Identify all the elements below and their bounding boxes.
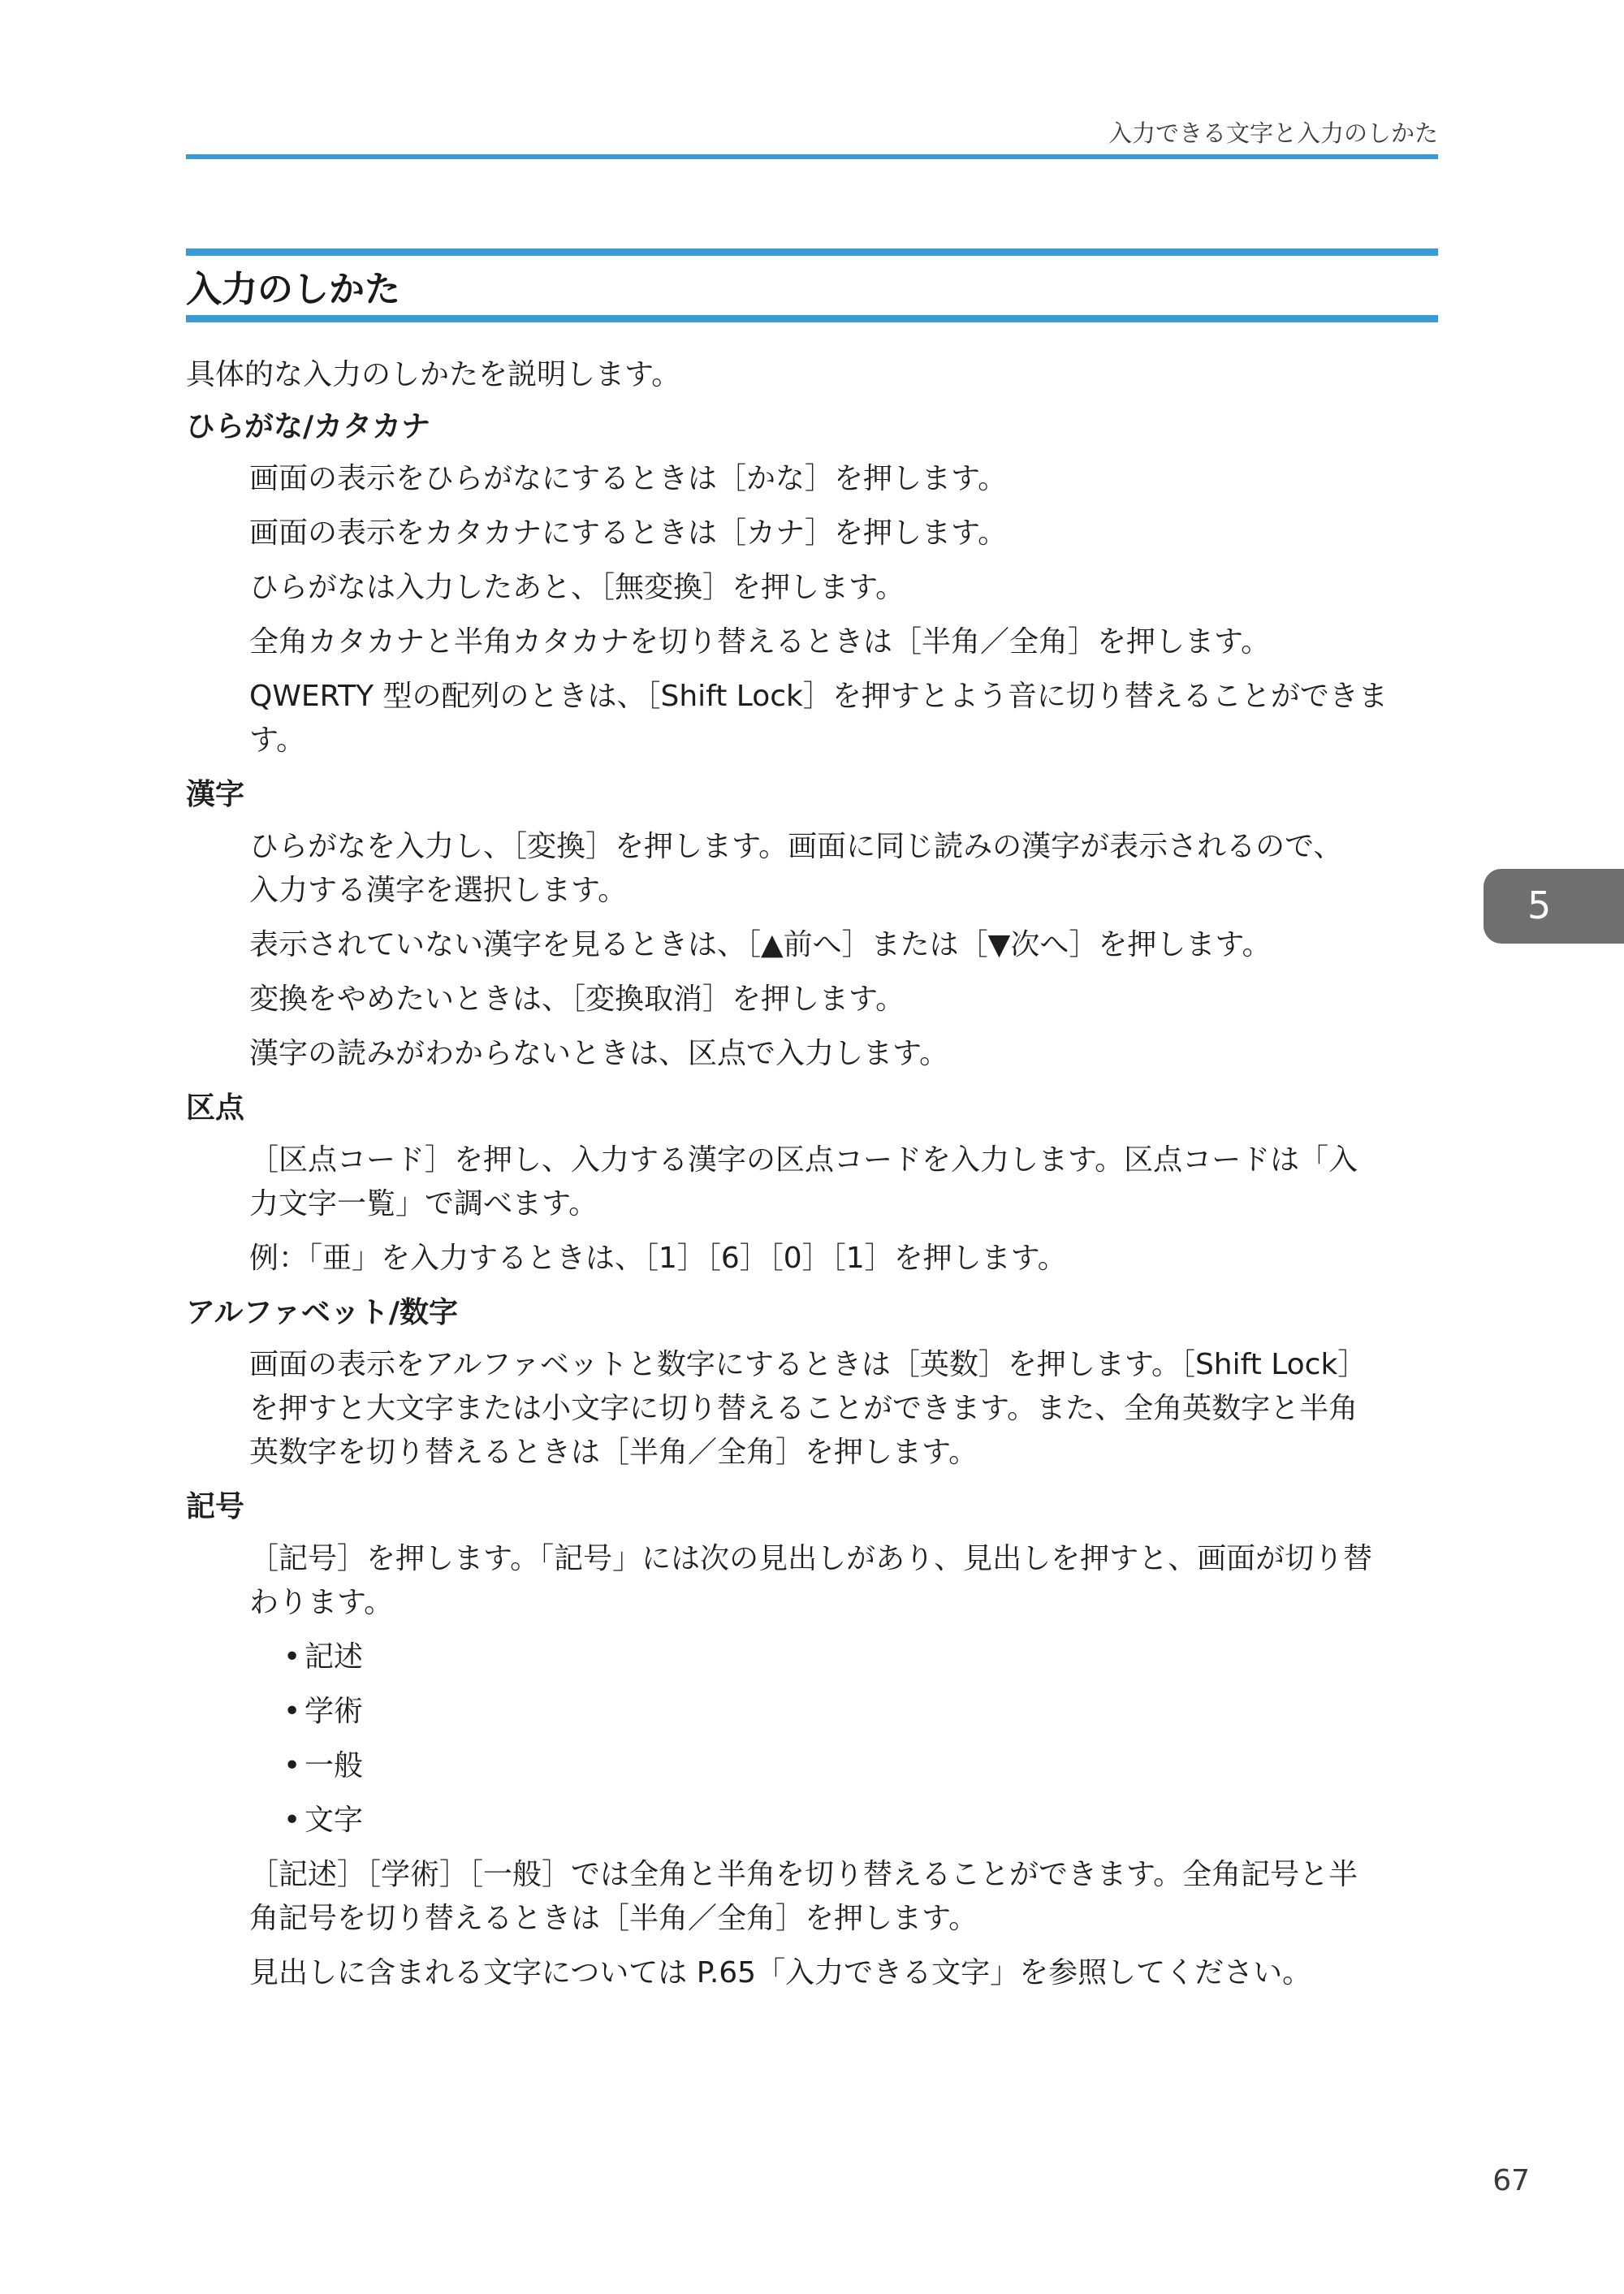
heading-hiragana-katakana: ひらがな/カタカナ xyxy=(186,410,431,443)
bullet-icon: • xyxy=(283,1640,301,1674)
alphabet-para-1-line-3: 英数字を切り替えるときは［半角／全角］を押します。 xyxy=(249,1436,978,1469)
chapter-number: 5 xyxy=(1527,883,1552,927)
kuten-para-1-line-1: ［区点コード］を押し、入力する漢字の区点コードを入力します。区点コードは「入 xyxy=(249,1143,1358,1177)
heading-kanji: 漢字 xyxy=(186,778,245,811)
running-header: 入力できる文字と入力のしかた xyxy=(1108,119,1438,147)
section-title: 入力のしかた xyxy=(186,269,400,310)
kuten-block xyxy=(186,1138,1440,1281)
kanji-block xyxy=(186,825,1440,1076)
kanji-para-4: 漢字の読みがわからないときは、区点で入力します。 xyxy=(249,1037,949,1070)
symbols-para-2 xyxy=(249,1853,1440,1941)
symbols-para-3: 見出しに含まれる文字については P.65「入力できる文字」を参照してください。 xyxy=(249,1956,1312,1989)
hiragana-para-4: 全角カタカナと半角カタカナを切り替えるときは［半角／全角］を押します。 xyxy=(249,625,1271,659)
hiragana-para-5-line-2: す。 xyxy=(249,724,306,757)
title-rule-top xyxy=(186,248,1438,256)
symbols-para-2-line-2: 角記号を切り替えるときは［半角／全角］を押します。 xyxy=(249,1902,978,1935)
kuten-para-1 xyxy=(249,1138,1440,1226)
intro-text: 具体的な入力のしかたを説明します。 xyxy=(186,358,681,391)
hiragana-para-5-line-1: QWERTY 型の配列のときは、［Shift Lock］を押すとよう音に切り替えることができま xyxy=(249,680,1388,713)
kanji-para-1-line-2: 入力する漢字を選択します。 xyxy=(249,874,628,907)
title-rule-bottom xyxy=(186,315,1438,322)
page-number: 67 xyxy=(1492,2164,1530,2197)
hiragana-block xyxy=(186,457,1440,763)
symbols-block xyxy=(186,1537,1440,1625)
hiragana-para-1: 画面の表示をひらがなにするときは［かな］を押します。 xyxy=(249,462,1008,495)
heading-kuten: 区点 xyxy=(186,1091,245,1125)
alphabet-para-1-line-2: を押すと大文字または小文字に切り替えることができます。また、全角英数字と半角 xyxy=(249,1392,1358,1425)
symbols-para-1 xyxy=(249,1537,1440,1625)
symbols-para-1-line-1: ［記号］を押します。「記号」には次の見出しがあり、見出しを押すと、画面が切り替 xyxy=(249,1542,1373,1575)
list-item xyxy=(283,1799,1440,1843)
bullet-icon: • xyxy=(283,1749,301,1782)
alphabet-block xyxy=(186,1343,1440,1475)
list-item xyxy=(283,1744,1440,1788)
hiragana-para-5 xyxy=(249,675,1440,763)
kuten-para-2: 例：「亜」を入力するときは、［1］［6］［0］［1］を押します。 xyxy=(249,1242,1067,1275)
kuten-para-1-line-2: 力文字一覧」で調べます。 xyxy=(249,1187,598,1220)
chapter-tab xyxy=(1484,869,1624,944)
list-item xyxy=(283,1690,1440,1734)
alphabet-para-1-line-1: 画面の表示をアルファベットと数字にするときは［英数］を押します。［Shift Lock］ xyxy=(249,1348,1367,1381)
hiragana-para-2: 画面の表示をカタカナにするときは［カナ］を押します。 xyxy=(249,516,1008,550)
list-item-label: 学術 xyxy=(304,1695,364,1728)
kanji-para-2: 表示されていない漢字を見るときは、［▲前へ］または［▼次へ］を押します。 xyxy=(249,928,1272,961)
bullet-icon: • xyxy=(283,1695,301,1728)
symbols-para-1-line-2: わります。 xyxy=(249,1586,394,1619)
kanji-para-1 xyxy=(249,825,1440,913)
heading-symbols: 記号 xyxy=(186,1490,245,1523)
page-body xyxy=(186,353,1440,2006)
header-rule xyxy=(186,154,1438,159)
bullet-icon: • xyxy=(283,1804,301,1837)
symbols-block-continued xyxy=(186,1853,1440,1995)
symbols-para-2-line-1: ［記述］［学術］［一般］では全角と半角を切り替えることができます。全角記号と半 xyxy=(249,1858,1358,1891)
kanji-para-3: 変換をやめたいときは、［変換取消］を押します。 xyxy=(249,983,905,1016)
list-item-label: 記述 xyxy=(304,1640,364,1674)
list-item xyxy=(283,1635,1440,1679)
hiragana-para-3: ひらがなは入力したあと、［無変換］を押します。 xyxy=(249,571,905,604)
list-item-label: 一般 xyxy=(304,1749,364,1782)
alphabet-para-1 xyxy=(249,1343,1440,1475)
list-item-label: 文字 xyxy=(304,1804,364,1837)
symbol-category-list xyxy=(186,1635,1440,1843)
heading-alphabet-numbers: アルファベット/数字 xyxy=(186,1296,458,1329)
kanji-para-1-line-1: ひらがなを入力し、［変換］を押します。画面に同じ読みの漢字が表示されるので、 xyxy=(249,830,1343,863)
